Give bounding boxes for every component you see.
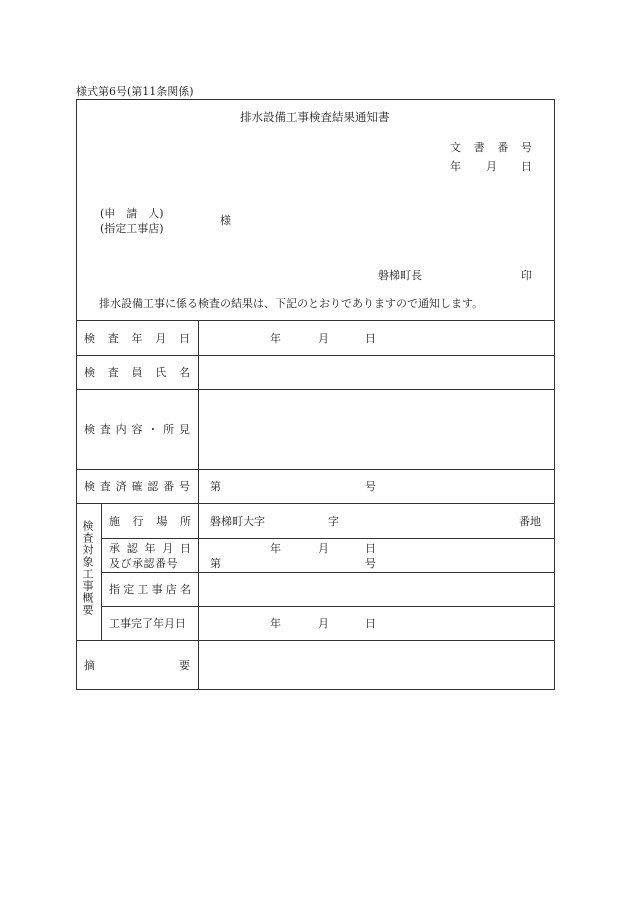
approval-number-label: 及び承認番号 <box>109 557 178 570</box>
site-aza: 字 <box>328 515 339 528</box>
table-rule <box>101 606 555 607</box>
completion-year: 年 <box>270 617 281 630</box>
approval-suffix: 号 <box>365 557 376 570</box>
table-rule <box>76 503 555 504</box>
table-rule <box>101 572 555 573</box>
inspection-day: 日 <box>365 332 376 345</box>
seal-mark: 印 <box>521 269 532 282</box>
table-rule <box>76 640 555 641</box>
issue-day: 日 <box>521 160 532 173</box>
table-rule <box>76 389 555 390</box>
inspection-month: 月 <box>318 332 329 345</box>
completion-date-label: 工事完了年月日 <box>109 617 186 630</box>
inspection-date-label: 検 査 年 月 日 <box>84 332 190 345</box>
inspector-name-label: 検 査 員 氏 名 <box>84 366 190 379</box>
approval-day: 日 <box>365 542 376 555</box>
site-banchi: 番地 <box>519 515 541 528</box>
confirmation-prefix: 第 <box>210 480 221 493</box>
honorific-sama: 様 <box>220 214 231 227</box>
target-work-summary-label: 検査対象工事概要 <box>81 520 94 616</box>
confirmation-suffix: 号 <box>365 480 376 493</box>
issuer-name: 磐梯町長 <box>378 269 422 282</box>
inspection-content-label: 検 査 内 容 ・ 所 見 <box>84 423 190 436</box>
table-column-divider <box>198 320 199 690</box>
confirmation-number-label: 検 査 済 確 認 番 号 <box>84 480 190 493</box>
issue-year: 年 <box>450 160 461 173</box>
table-rule <box>76 469 555 470</box>
applicant-label: (申 請 人) <box>100 207 164 220</box>
table-rule <box>76 355 555 356</box>
designated-contractor-label: 指 定 工 事 店 名 <box>109 583 191 596</box>
approval-year: 年 <box>270 542 281 555</box>
completion-month: 月 <box>318 617 329 630</box>
form-frame <box>76 99 555 690</box>
approval-date-label: 承 認 年 月 日 <box>109 542 191 555</box>
contractor-label: (指定工事店) <box>100 222 164 235</box>
site-location-label: 施 行 場 所 <box>109 515 191 528</box>
approval-month: 月 <box>318 542 329 555</box>
completion-day: 日 <box>365 617 376 630</box>
notice-text: 排水設備工事に係る検査の結果は、下記のとおりでありますので通知します。 <box>99 297 484 310</box>
site-town: 磐梯町大字 <box>210 515 265 528</box>
table-rule <box>76 320 555 321</box>
approval-prefix: 第 <box>210 557 221 570</box>
form-number-label: 様式第6号(第11条関係) <box>76 85 194 98</box>
remarks-label: 摘 要 <box>84 659 190 672</box>
issue-month: 月 <box>486 160 497 173</box>
inspection-year: 年 <box>270 332 281 345</box>
document-title: 排水設備工事検査結果通知書 <box>240 110 390 124</box>
document-number-label: 文 書 番 号 <box>450 141 532 154</box>
table-rule <box>101 538 555 539</box>
table-group-divider <box>101 503 102 640</box>
